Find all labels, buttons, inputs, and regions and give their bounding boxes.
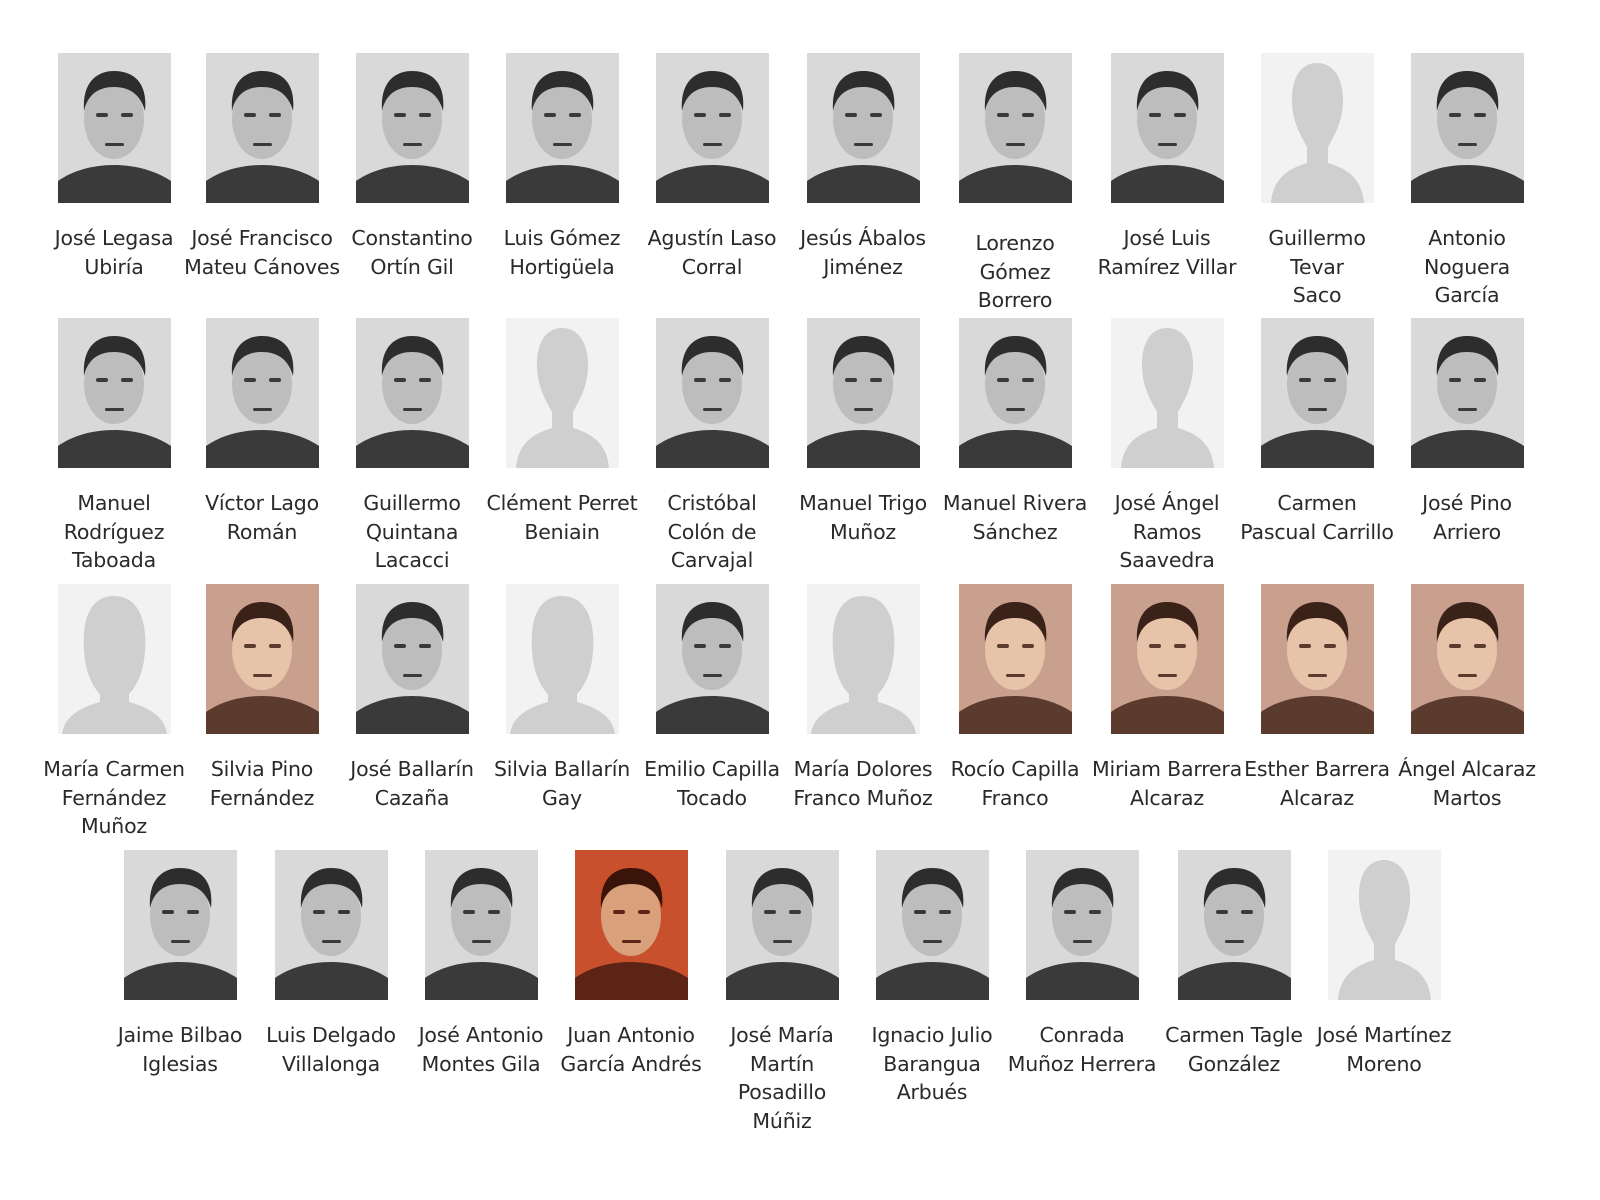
person-name: Ignacio Julio Barangua Arbués	[871, 1023, 993, 1104]
portrait-photo	[807, 53, 920, 203]
portrait-photo	[1411, 318, 1524, 468]
portrait-photo	[1411, 53, 1524, 203]
person-name: José Ballarín Cazaña	[350, 757, 474, 810]
portrait-photo	[506, 53, 619, 203]
person-name: Esther Barrera Alcaraz	[1244, 757, 1390, 810]
person-name: Silvia Pino Fernández	[209, 757, 315, 810]
portrait-photo	[356, 318, 469, 468]
portrait-photo	[959, 53, 1072, 203]
person-name: Silvia Ballarín Gay	[493, 757, 630, 810]
person-card	[937, 53, 1093, 321]
portrait-photo	[656, 318, 769, 468]
person-name: Luis Delgado Villalonga	[266, 1023, 396, 1076]
portrait-photo	[1261, 53, 1374, 203]
portrait-photo	[807, 584, 920, 734]
portrait-photo	[58, 584, 171, 734]
person-card	[102, 850, 258, 1118]
portrait-photo	[1111, 318, 1224, 468]
person-card	[1389, 584, 1545, 852]
person-card	[253, 850, 409, 1118]
gallery-row-4	[0, 850, 1600, 1133]
person-card	[184, 53, 340, 321]
person-card	[1156, 850, 1312, 1118]
portrait-photo	[959, 318, 1072, 468]
person-card	[937, 318, 1093, 586]
gallery-row-3	[0, 584, 1600, 852]
person-card	[1089, 584, 1245, 852]
person-card	[36, 53, 192, 321]
portrait-photo	[275, 850, 388, 1000]
person-card	[1389, 318, 1545, 586]
person-card	[484, 318, 640, 586]
portrait-photo	[656, 53, 769, 203]
person-card	[634, 53, 790, 321]
portrait-photo	[124, 850, 237, 1000]
person-name: Ángel Alcaraz Martos	[1398, 757, 1536, 810]
portrait-photo	[959, 584, 1072, 734]
person-card	[334, 53, 490, 321]
portrait-photo	[356, 584, 469, 734]
person-name: Carmen Tagle González	[1165, 1023, 1303, 1076]
person-name: Víctor Lago Román	[205, 491, 319, 544]
person-name: Manuel Trigo Muñoz	[799, 491, 927, 544]
person-name: José Legasa Ubiría	[54, 226, 174, 279]
person-name: Guillermo Quintana Lacacci	[363, 491, 461, 572]
person-card	[854, 850, 1010, 1118]
portrait-photo	[1111, 53, 1224, 203]
person-name: Cristóbal Colón de Carvajal	[667, 491, 757, 572]
person-name: José Martínez Moreno	[1316, 1023, 1452, 1076]
portrait-photo	[1111, 584, 1224, 734]
person-card	[484, 53, 640, 321]
person-name: Lorenzo Gómez Borrero	[975, 231, 1055, 312]
person-name: José Ángel Ramos Saavedra	[1114, 491, 1220, 572]
person-name: José Luis Ramírez Villar	[1097, 226, 1237, 279]
person-card	[634, 318, 790, 586]
person-card	[184, 584, 340, 852]
person-card	[184, 318, 340, 586]
person-name: José Francisco Mateu Cánoves	[184, 226, 340, 279]
portrait-photo	[876, 850, 989, 1000]
person-card	[36, 584, 192, 852]
person-name: María Carmen Fernández Muñoz	[43, 757, 185, 838]
person-card	[334, 584, 490, 852]
portrait-photo	[1328, 850, 1441, 1000]
person-card	[1389, 53, 1545, 321]
portrait-photo	[1261, 318, 1374, 468]
person-card	[634, 584, 790, 852]
portrait-photo	[58, 318, 171, 468]
person-name: María Dolores Franco Muñoz	[793, 757, 933, 810]
person-name: Emilio Capilla Tocado	[644, 757, 780, 810]
person-name: José Antonio Montes Gila	[418, 1023, 544, 1076]
person-card	[553, 850, 709, 1118]
person-name: Antonio Noguera García	[1423, 226, 1511, 307]
portrait-photo	[726, 850, 839, 1000]
person-name: Luis Gómez Hortigüela	[503, 226, 621, 279]
portrait-photo	[206, 318, 319, 468]
person-card	[704, 850, 860, 1133]
portrait-photo	[1178, 850, 1291, 1000]
portrait-photo	[356, 53, 469, 203]
person-name: Conrada Muñoz Herrera	[1007, 1023, 1157, 1076]
person-card	[785, 584, 941, 852]
portrait-photo	[656, 584, 769, 734]
person-name: Jesús Ábalos Jiménez	[800, 226, 926, 279]
person-card	[1089, 318, 1245, 586]
person-card	[1239, 584, 1395, 852]
person-name: Guillermo Tevar Saco	[1268, 226, 1366, 307]
portrait-photo	[506, 584, 619, 734]
person-name: Manuel Rodríguez Taboada	[63, 491, 165, 572]
portrait-photo	[206, 53, 319, 203]
person-card	[1306, 850, 1462, 1118]
person-name: Manuel Rivera Sánchez	[942, 491, 1088, 544]
person-card	[334, 318, 490, 586]
person-card	[36, 318, 192, 586]
person-name: Miriam Barrera Alcaraz	[1091, 757, 1243, 810]
person-name: Constantino Ortín Gil	[351, 226, 473, 279]
person-name: Jaime Bilbao Iglesias	[117, 1023, 243, 1076]
person-name: Juan Antonio García Andrés	[560, 1023, 702, 1076]
person-card	[1239, 318, 1395, 586]
portrait-photo	[1261, 584, 1374, 734]
person-card	[1089, 53, 1245, 321]
person-card	[937, 584, 1093, 852]
person-name: Rocío Capilla Franco	[950, 757, 1080, 810]
person-card	[785, 53, 941, 321]
portrait-photo	[58, 53, 171, 203]
person-name: José Pino Arriero	[1422, 491, 1512, 544]
portrait-photo	[575, 850, 688, 1000]
gallery-row-2	[0, 318, 1600, 586]
person-card	[403, 850, 559, 1118]
portrait-photo	[506, 318, 619, 468]
portrait-photo	[206, 584, 319, 734]
person-card	[1004, 850, 1160, 1118]
person-name: Carmen Pascual Carrillo	[1240, 491, 1394, 544]
portrait-photo	[1411, 584, 1524, 734]
portrait-photo	[1026, 850, 1139, 1000]
person-card	[1239, 53, 1395, 321]
portrait-photo	[807, 318, 920, 468]
gallery-row-1	[0, 53, 1600, 321]
person-name: Agustín Laso Corral	[647, 226, 777, 279]
person-card	[484, 584, 640, 852]
person-name: José María Martín Posadillo Múñiz	[730, 1023, 834, 1133]
person-card	[785, 318, 941, 586]
person-name: Clément Perret Beniain	[486, 491, 638, 544]
portrait-photo	[425, 850, 538, 1000]
